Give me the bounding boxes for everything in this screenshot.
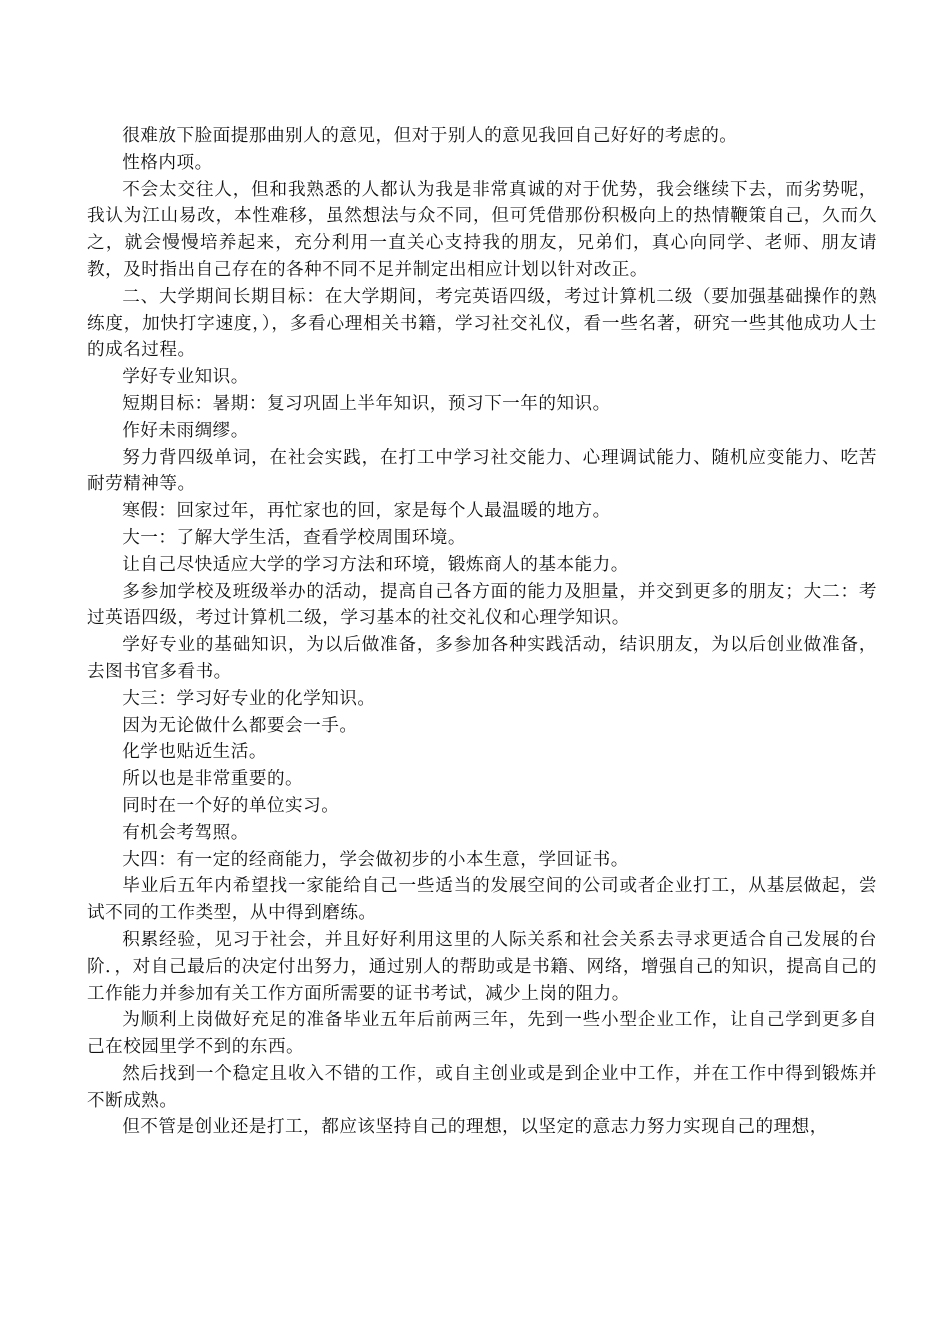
paragraph: 努力背四级单词，在社会实践，在打工中学习社交能力、心理调试能力、随机应变能力、吃苦耐劳精神等。 [87,447,877,495]
paragraph: 大一：了解大学生活，查看学校周围环境。 [122,527,466,548]
paragraph: 性格内项。 [122,152,213,173]
paragraph: 寒假：回家过年，再忙家也的回，家是每个人最温暖的地方。 [122,501,611,522]
paragraph: 不会太交往人，但和我熟悉的人都认为我是非常真诚的对于优势，我会继续下去，而劣势呢，我认为江山易改，本性难移，虽然想法与众不同，但可凭借那份积极向上的热情鞭策自己，久而久之，就会慢慢培养起来，充分利用一直关心支持我的朋友，兄弟们，真心向同学、老师、朋友请教，及时指出自己存在的各种不同不足并制定出相应计划以针对改正。 [87,179,877,280]
paragraph: 然后找到一个稳定且收入不错的工作，或自主创业或是到企业中工作，并在工作中得到锻炼并不断成熟。 [87,1063,877,1111]
paragraph: 让自己尽快适应大学的学习方法和环境，锻炼商人的基本能力。 [122,554,629,575]
paragraph: 二、大学期间长期目标：在大学期间，考完英语四级，考过计算机二级（要加强基础操作的熟练度，加快打字速度，），多看心理相关书籍，学习社交礼仪，看一些名著，研究一些其他成功人士的成名过程。 [87,286,877,361]
paragraph: 所以也是非常重要的。 [122,769,304,790]
paragraph: 为顺利上岗做好充足的准备毕业五年后前两三年，先到一些小型企业工作，让自己学到更多自己在校园里学不到的东西。 [87,1010,877,1058]
paragraph: 化学也贴近生活。 [122,742,267,763]
paragraph: 但不管是创业还是打工，都应该坚持自己的理想，以坚定的意志力努力实现自己的理想， [122,1117,828,1138]
paragraph: 短期目标：暑期：复习巩固上半年知识，预习下一年的知识。 [122,393,611,414]
paragraph: 同时在一个好的单位实习。 [122,795,340,816]
paragraph: 学好专业知识。 [122,367,249,388]
paragraph: 大四：有一定的经商能力，学会做初步的小本生意，学回证书。 [122,849,629,870]
paragraph: 有机会考驾照。 [122,822,249,843]
document-body [87,123,877,1141]
paragraph: 因为无论做什么都要会一手。 [122,715,358,736]
paragraph: 学好专业的基础知识，为以后做准备，多参加各种实践活动，结识朋友，为以后创业做准备，去图书官多看书。 [87,635,877,682]
paragraph: 积累经验，见习于社会，并且好好利用这里的人际关系和社会关系去寻求更适合自己发展的台阶．，对自己最后的决定付出努力，通过别人的帮助或是书籍、网络，增强自己的知识，提高自己的工作能力并参加有关工作方面所需要的证书考试，减少上岗的阻力。 [87,929,877,1004]
paragraph: 作好未雨绸缪。 [122,420,249,441]
paragraph: 多参加学校及班级举办的活动，提高自己各方面的能力及胆量，并交到更多的朋友；大二：考过英语四级，考过计算机二级，学习基本的社交礼仪和心理学知识。 [87,581,877,629]
paragraph: 很难放下脸面提那曲别人的意见，但对于别人的意见我回自己好好的考虑的。 [122,126,738,146]
paragraph: 大三：学习好专业的化学知识。 [122,688,376,709]
paragraph: 毕业后五年内希望找一家能给自己一些适当的发展空间的公司或者企业打工，从基层做起，尝试不同的工作类型，从中得到磨练。 [87,876,877,924]
